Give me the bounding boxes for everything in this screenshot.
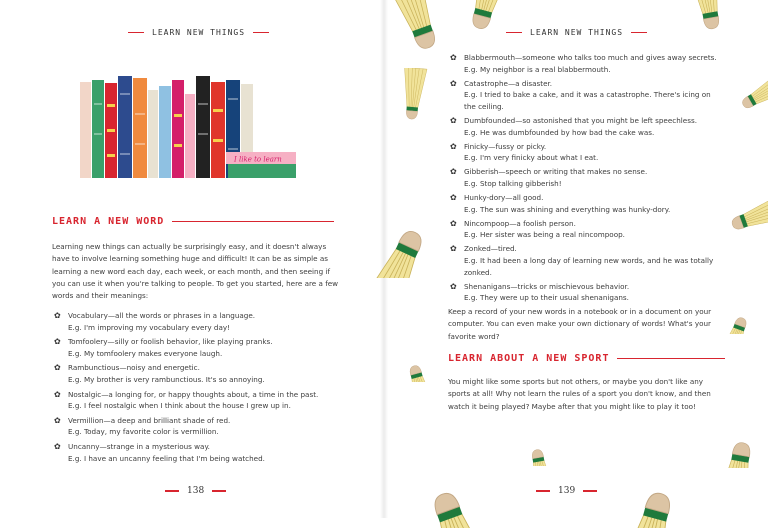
page-number-text: 138 bbox=[187, 486, 205, 496]
list-item: ✿ Nostalgic—a longing for, or happy thoughts about, a time in the past. E.g. I feel nostalgic when I think about the house I grew up in. bbox=[54, 389, 319, 411]
list-item: ✿ Tomfoolery—silly or foolish behavior, like playing pranks. E.g. My tomfoolery makes everyone laugh. bbox=[54, 337, 273, 358]
flower-bullet-icon: ✿ bbox=[450, 244, 457, 254]
book-spine bbox=[133, 78, 147, 178]
running-head-text: LEARN NEW THINGS bbox=[530, 28, 624, 37]
list-item: ✿ Rambunctious—noisy and energetic. E.g. My brother is very rambunctious. It's so annoying. bbox=[54, 363, 265, 384]
shuttlecock-icon bbox=[396, 330, 436, 382]
list-item: ✿ Shenanigans—tricks or mischievous behavior. E.g. They were up to their usual shenanigans. bbox=[450, 281, 630, 303]
flower-bullet-icon: ✿ bbox=[54, 415, 61, 425]
shuttlecock-icon bbox=[398, 418, 498, 528]
shuttlecock-icon bbox=[452, 0, 512, 30]
flower-bullet-icon: ✿ bbox=[54, 441, 61, 451]
books-illustration bbox=[78, 74, 300, 180]
flower-bullet-icon: ✿ bbox=[450, 141, 457, 151]
list-item: ✿ Vermillion—a deep and brilliant shade of red. E.g. Today, my favorite color is vermillion. bbox=[54, 415, 231, 437]
page-number-text: 139 bbox=[558, 486, 576, 496]
record-paragraph: Keep a record of your new words in a notebook or in a document on your computer. You can even make your own dictionary of words! What's your favorite word? bbox=[448, 307, 712, 341]
book-spine bbox=[185, 94, 195, 178]
page-number-left bbox=[165, 486, 226, 496]
list-item: ✿ Catastrophe—a disaster. E.g. I tried to bake a cake, and it was a catastrophe. There's icing on the ceiling. bbox=[450, 78, 711, 111]
book-spine bbox=[80, 82, 91, 178]
shuttlecock-icon bbox=[612, 418, 702, 528]
book-spine bbox=[159, 86, 171, 178]
shuttlecock-icon bbox=[714, 388, 768, 468]
list-item: ✿ Dumbfounded—so astonished that you might be left speechless. E.g. He was dumbfounded by how bad the cake was. bbox=[450, 115, 697, 137]
shuttlecock-icon bbox=[686, 0, 736, 30]
flower-bullet-icon: ✿ bbox=[450, 167, 457, 177]
list-item: ✿ Hunky-dory—all good. E.g. The sun was shining and everything was hunky-dory. bbox=[450, 193, 671, 214]
flower-bullet-icon: ✿ bbox=[450, 281, 457, 291]
intro-paragraph: Learning new things can actually be surprisingly easy, and it doesn't always have to involve learning something huge and difficult! It can be as simple as learning a new word each day, each week, or each month, and then seeing if you can use it when you're talking to people. To get you started, here are a few words and their meanings: bbox=[52, 242, 339, 301]
section-title-text: LEARN A NEW WORD bbox=[52, 216, 165, 227]
left-page bbox=[0, 0, 384, 518]
running-head bbox=[128, 28, 269, 37]
list-item: ✿ Uncanny—strange in a mysterious way. E.g. I have an uncanny feeling that I'm being watched. bbox=[54, 441, 265, 463]
running-head-text: LEARN NEW THINGS bbox=[152, 28, 246, 37]
word-list-left bbox=[52, 310, 352, 464]
list-item: ✿ Vocabulary—all the words or phrases in a language. E.g. I'm improving my vocabulary every day! bbox=[54, 311, 256, 332]
book-spine bbox=[172, 80, 184, 178]
flower-bullet-icon: ✿ bbox=[450, 53, 457, 62]
list-item: ✿ Finicky—fussy or picky. E.g. I'm very finicky about what I eat. bbox=[450, 141, 599, 163]
right-page bbox=[384, 0, 768, 518]
list-item: ✿ Nincompoop—a foolish person. E.g. Her sister was being a real nincompoop. bbox=[450, 218, 625, 240]
list-item: ✿ Zonked—tired. E.g. It had been a long day of learning new words, and he was totally zonked. bbox=[450, 244, 714, 277]
list-item: ✿ Gibberish—speech or writing that makes no sense. E.g. Stop talking gibberish! bbox=[450, 167, 648, 188]
flower-bullet-icon: ✿ bbox=[54, 389, 61, 399]
book-spine bbox=[211, 82, 225, 178]
shuttlecock-icon bbox=[376, 148, 442, 278]
flower-bullet-icon: ✿ bbox=[450, 115, 457, 125]
sport-paragraph: You might like some sports but not others, or maybe you don't like any sports at all! Why not learn the rules of a sport you don't know, and then watch it being played? Maybe after that you might like to play it too! bbox=[448, 377, 711, 411]
flower-bullet-icon: ✿ bbox=[450, 193, 457, 203]
word-list-right bbox=[448, 52, 718, 304]
shuttlecock-icon bbox=[728, 58, 768, 110]
lying-book bbox=[228, 164, 296, 178]
shuttlecock-icon bbox=[714, 172, 768, 232]
book-spine bbox=[92, 80, 104, 178]
section-title-text: LEARN ABOUT A NEW SPORT bbox=[448, 353, 610, 364]
book-spine bbox=[196, 76, 210, 178]
page-number-right bbox=[536, 486, 597, 496]
shuttlecock-icon bbox=[392, 68, 432, 120]
section-title-new-word bbox=[52, 216, 334, 227]
book-spine bbox=[118, 76, 132, 178]
flower-bullet-icon: ✿ bbox=[450, 218, 457, 228]
book-spine bbox=[148, 90, 158, 178]
running-head bbox=[506, 28, 647, 37]
shuttlecock-icon bbox=[720, 282, 760, 334]
list-item: ✿ Blabbermouth—someone who talks too much and gives away secrets. E.g. My neighbor is a real blabbermouth. bbox=[450, 53, 717, 74]
flower-bullet-icon: ✿ bbox=[54, 337, 61, 347]
shuttlecock-icon bbox=[520, 414, 556, 466]
section-title-new-sport bbox=[448, 353, 725, 364]
book-spine-text: I like to learn bbox=[234, 155, 282, 164]
flower-bullet-icon: ✿ bbox=[54, 363, 61, 373]
flower-bullet-icon: ✿ bbox=[54, 311, 61, 320]
flower-bullet-icon: ✿ bbox=[450, 78, 457, 88]
